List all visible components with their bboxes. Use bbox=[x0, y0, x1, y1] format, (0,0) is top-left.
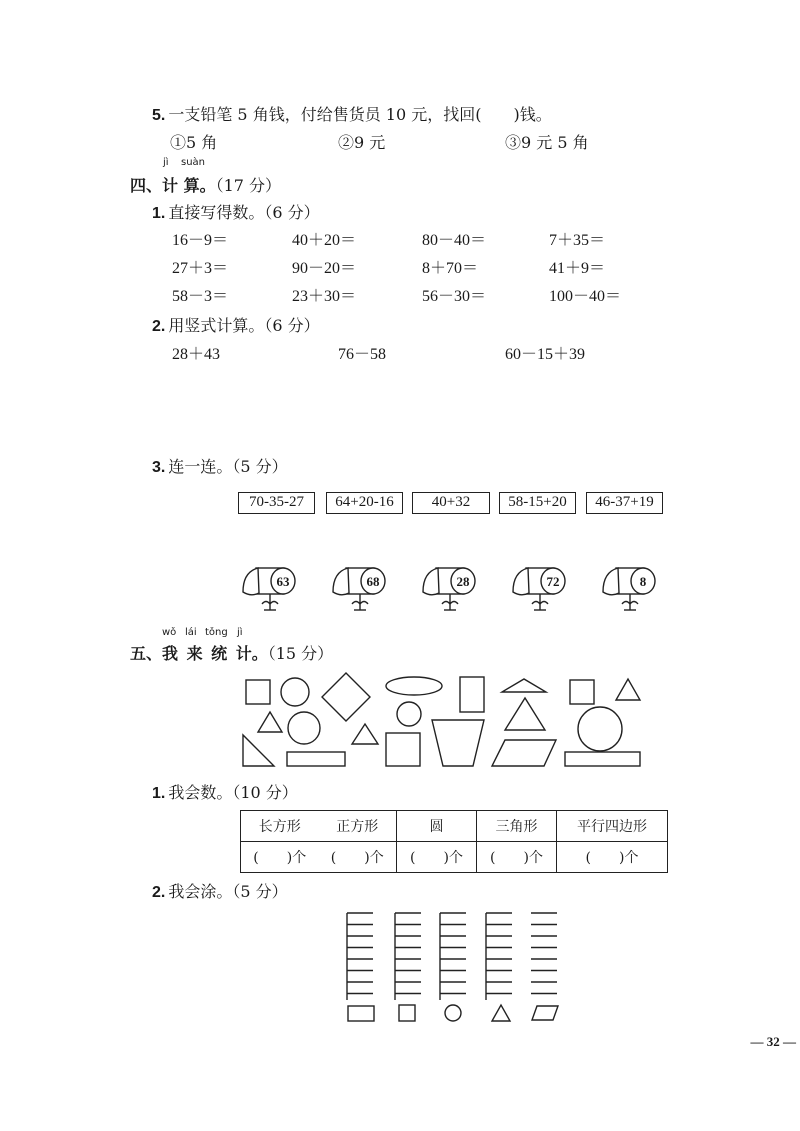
pinyin-lai: lái bbox=[185, 627, 197, 638]
mailbox-icon bbox=[420, 563, 482, 613]
key-rectangle bbox=[348, 1006, 374, 1021]
answer-blank: ( )个 bbox=[253, 850, 307, 866]
part-number: 3. bbox=[152, 459, 166, 476]
mailbox-number: 72 bbox=[546, 574, 560, 589]
mailbox-number: 8 bbox=[639, 574, 647, 589]
key-parallelogram bbox=[532, 1006, 558, 1020]
coloring-column bbox=[486, 913, 512, 1000]
answer-blank: ( )个 bbox=[397, 842, 477, 873]
section-title: 计 算。 bbox=[162, 176, 216, 195]
shape-ellipse bbox=[386, 677, 442, 695]
question-5-options bbox=[170, 133, 589, 153]
part-title: 我会涂。（5 分） bbox=[168, 882, 288, 901]
shape-circle bbox=[288, 712, 320, 744]
count-table bbox=[240, 810, 668, 873]
part-1-heading bbox=[152, 203, 320, 224]
answer-blank: ( )个 bbox=[330, 850, 384, 866]
key-circle bbox=[445, 1005, 461, 1021]
mailbox-icon bbox=[240, 563, 302, 613]
mailbox-flap bbox=[603, 568, 619, 595]
shape-trapezoid bbox=[432, 720, 484, 766]
math-item: 58－3＝ bbox=[172, 288, 229, 305]
shape-rectangle bbox=[460, 677, 484, 712]
part-number: 2. bbox=[152, 884, 166, 901]
pinyin-suan: suàn bbox=[181, 157, 206, 168]
answer-blank: ( )个 bbox=[557, 842, 668, 873]
shape-circle bbox=[281, 678, 309, 706]
math-item: 80－40＝ bbox=[422, 232, 487, 249]
section-prefix: 五、 bbox=[130, 644, 163, 663]
expression-box: 64+20-16 bbox=[326, 492, 403, 514]
vertical-calc-item: 76－58 bbox=[338, 346, 387, 363]
section-5-heading bbox=[130, 644, 333, 664]
header-triangle: 三角形 bbox=[477, 811, 557, 842]
mailbox-icon bbox=[600, 563, 662, 613]
table-cell bbox=[241, 842, 397, 873]
shape-triangle bbox=[352, 724, 378, 744]
pinyin-tong: tǒng bbox=[205, 627, 228, 638]
shape-triangle bbox=[258, 712, 282, 732]
shape-triangle bbox=[502, 679, 546, 692]
mailbox-flap bbox=[423, 568, 439, 595]
expression-box: 58-15+20 bbox=[499, 492, 576, 514]
section-4-heading bbox=[130, 176, 281, 196]
option-1: ①5 角 bbox=[170, 133, 218, 152]
math-item: 8＋70＝ bbox=[422, 260, 479, 277]
coloring-grid bbox=[340, 906, 566, 1028]
expression-box: 70-35-27 bbox=[238, 492, 315, 514]
key-square bbox=[399, 1005, 415, 1021]
header-circle: 圆 bbox=[397, 811, 477, 842]
option-3: ③9 元 5 角 bbox=[505, 133, 589, 152]
shape-square bbox=[246, 680, 270, 704]
table-answer-row bbox=[241, 842, 668, 873]
coloring-column bbox=[440, 913, 466, 1000]
shape-triangle bbox=[616, 679, 640, 700]
section-score: （15 分） bbox=[267, 644, 334, 663]
mailbox-number: 68 bbox=[366, 574, 380, 589]
question-5 bbox=[152, 105, 552, 126]
shape-square-rotated bbox=[322, 673, 370, 721]
part-2-heading bbox=[152, 316, 320, 337]
coloring-column bbox=[531, 913, 557, 994]
mailbox-icon bbox=[330, 563, 392, 613]
math-item: 27＋3＝ bbox=[172, 260, 229, 277]
mailbox-flap bbox=[513, 568, 529, 595]
header-rectangle: 长方形 bbox=[258, 819, 301, 835]
pinyin-wo: wǒ bbox=[162, 627, 177, 638]
part-title: 连一连。（5 分） bbox=[168, 457, 288, 476]
part-number: 2. bbox=[152, 318, 166, 335]
header-parallelogram: 平行四边形 bbox=[557, 811, 668, 842]
key-triangle bbox=[492, 1005, 510, 1021]
section-score: （17 分） bbox=[215, 176, 282, 195]
vertical-calc-item: 60－15＋39 bbox=[505, 346, 586, 363]
mental-math-grid bbox=[172, 231, 621, 315]
expression-box: 40+32 bbox=[412, 492, 490, 514]
shape-rectangle bbox=[565, 752, 640, 766]
shape-right-triangle bbox=[243, 735, 274, 766]
vertical-calc-row bbox=[172, 345, 585, 365]
part-1-heading bbox=[152, 783, 298, 804]
vertical-calc-item: 28＋43 bbox=[172, 346, 221, 363]
option-2: ②9 元 bbox=[338, 133, 386, 152]
mailbox-number: 28 bbox=[456, 574, 470, 589]
mailbox-icon bbox=[510, 563, 572, 613]
coloring-column bbox=[347, 913, 373, 1000]
part-3-heading bbox=[152, 457, 288, 478]
question-text: 一支铅笔 5 角钱，付给售货员 10 元，找回( )钱。 bbox=[168, 105, 552, 124]
math-item: 41＋9＝ bbox=[549, 260, 606, 277]
table-header-row bbox=[241, 811, 668, 842]
shape-square bbox=[386, 733, 420, 766]
math-item: 90－20＝ bbox=[292, 260, 357, 277]
coloring-column bbox=[395, 913, 421, 1000]
pinyin-ji: jì bbox=[163, 157, 169, 168]
math-item: 7＋35＝ bbox=[549, 232, 606, 249]
shape-square bbox=[570, 680, 594, 704]
shape-circle bbox=[578, 707, 622, 751]
part-number: 1. bbox=[152, 785, 166, 802]
shape-circle bbox=[397, 702, 421, 726]
table-cell bbox=[241, 811, 397, 842]
page-number: — 32 — bbox=[750, 1034, 796, 1049]
part-title: 直接写得数。（6 分） bbox=[168, 203, 320, 222]
part-2-heading bbox=[152, 882, 288, 903]
shape-triangle bbox=[505, 698, 545, 730]
math-item: 16－9＝ bbox=[172, 232, 229, 249]
mailbox-number: 63 bbox=[276, 574, 290, 589]
part-title: 用竖式计算。（6 分） bbox=[168, 316, 320, 335]
header-square: 正方形 bbox=[336, 819, 379, 835]
math-item: 40＋20＝ bbox=[292, 232, 357, 249]
shape-parallelogram bbox=[492, 740, 556, 766]
math-item: 56－30＝ bbox=[422, 288, 487, 305]
mailbox-flap bbox=[333, 568, 349, 595]
shape-rectangle bbox=[287, 752, 345, 766]
section-prefix: 四、 bbox=[130, 176, 163, 195]
answer-blank: ( )个 bbox=[477, 842, 557, 873]
pinyin-ji: jì bbox=[237, 627, 243, 638]
mailbox-flap bbox=[243, 568, 259, 595]
math-item: 23＋30＝ bbox=[292, 288, 357, 305]
part-title: 我会数。（10 分） bbox=[168, 783, 298, 802]
question-number: 5. bbox=[152, 107, 166, 124]
math-item: 100－40＝ bbox=[549, 288, 622, 305]
expression-box: 46-37+19 bbox=[586, 492, 663, 514]
shapes-figure bbox=[236, 668, 648, 772]
section-title: 我 来 统 计。 bbox=[162, 644, 268, 663]
part-number: 1. bbox=[152, 205, 166, 222]
